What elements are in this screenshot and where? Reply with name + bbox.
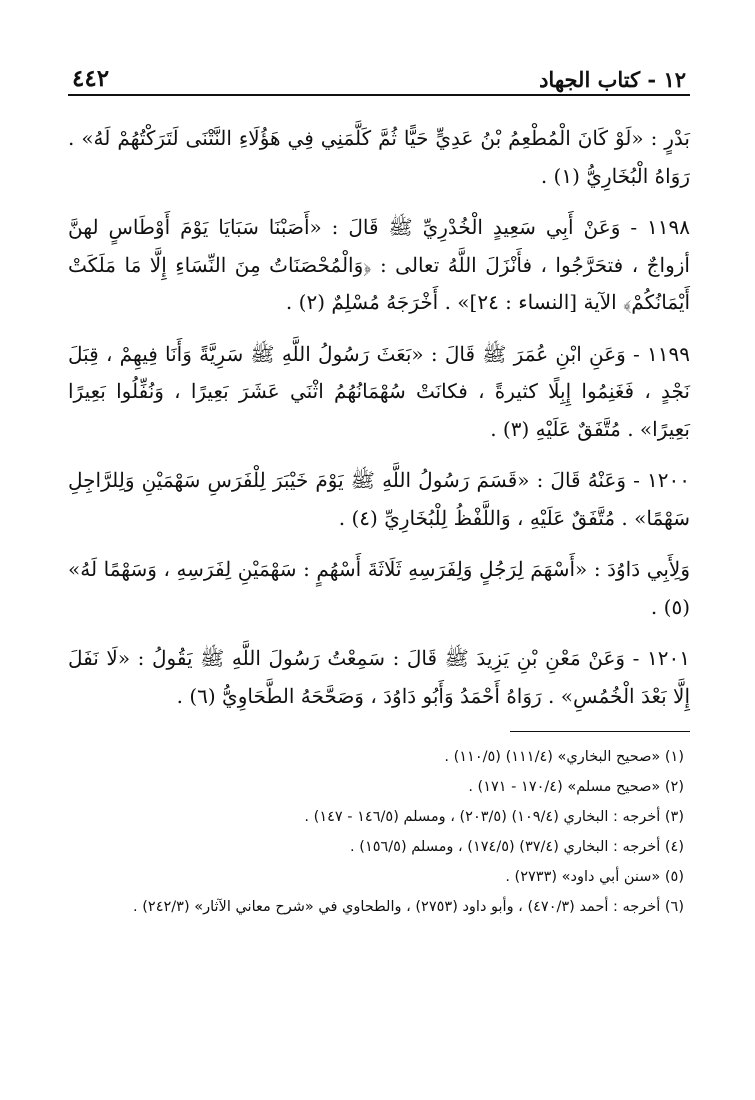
hadith-paragraph: ١١٩٨ - وَعَنْ أَبِي سَعِيدٍ الْخُدْرِيِّ ﷺ قَالَ : «أَصَبْنَا سَبَايَا يَوْمَ أَوْطَاسٍ لهنَّ أزواجٌ ، فتحَرَّجُوا ، فأَنْزَلَ اللَّهُ تعالى : ﴿وَالْمُحْصَنَاتُ مِنَ النِّسَاءِ إِلَّا مَا مَلَكَتْ أَيْمَانُكُمْ﴾ الآية [النساء : ٢٤]» . أَخْرَجَهُ مُسْلِمٌ (٢) .	[68, 215, 690, 314]
footnote: (٣) أخرجه : البخاري (١٠٩/٤) (٢٠٣/٥) ، ومسلم (١٤٦/٥ - ١٤٧) .	[304, 809, 684, 825]
footnote: (٦) أخرجه : أحمد (٤٧٠/٣) ، وأبو داود (٢٧٥٣) ، والطحاوي في «شرح معاني الآثار» (٢٤٢/٣) .	[133, 899, 684, 915]
hadith-paragraph: ١٢٠١ - وَعَنْ مَعْنِ بْنِ يَزِيدَ ﷺ قَالَ : سَمِعْتُ رَسُولَ اللَّهِ ﷺ يَقُولُ : «لَا نَفَلَ إِلَّا بَعْدَ الْخُمُسِ» . رَوَاهُ أَحْمَدُ وَأَبُو دَاوُدَ ، وَصَحَّحَهُ الطَّحَاوِيُّ (٦) .	[68, 646, 690, 708]
footnote-divider	[510, 731, 690, 732]
page-header	[68, 56, 690, 96]
hadith-paragraph: ١١٩٩ - وَعَنِ ابْنِ عُمَرَ ﷺ قَالَ : «بَعَثَ رَسُولُ اللَّهِ ﷺ سَرِيَّةً وَأَنَا فِيهِمْ ، قِبَلَ نَجْدٍ ، فَغَنِمُوا إِبِلًا كثيرةً ، فكانَتْ سُهْمَانُهُمُ اثْنَي عَشَرَ بَعِيرًا ، وَنُفِّلُوا بَعِيرًا بَعِيرًا» . مُتَّفَقٌ عَلَيْهِ (٣) .	[68, 341, 690, 441]
book-page	[68, 56, 690, 922]
footnote: (٤) أخرجه : البخاري (٣٧/٤) (١٧٤/٥) ، ومسلم (١٥٦/٥) .	[350, 839, 684, 855]
footnote: (٥) «سنن أبي داود» (٢٧٣٣) .	[505, 869, 684, 885]
main-text	[68, 120, 690, 715]
footnote: (١) «صحيح البخاري» (١١١/٤) (١١٠/٥) .	[444, 749, 684, 765]
page-number: ٤٤٢	[72, 65, 110, 92]
footnote: (٢) «صحيح مسلم» (١٧٠/٤ - ١٧١) .	[468, 779, 684, 795]
hadith-paragraph: ١٢٠٠ - وَعَنْهُ قَالَ : «قَسَمَ رَسُولُ اللَّهِ ﷺ يَوْمَ خَيْبَرَ لِلْفَرَسِ سَهْمَيْنِ وَلِلرَّاجِلِ سَهْمًا» . مُتَّفَقٌ عَلَيْهِ ، وَاللَّفْظُ لِلْبُخَارِيِّ (٤) .	[68, 468, 690, 530]
hadith-paragraph: وَلِأَبِي دَاوُدَ : «أَسْهَمَ لِرَجُلٍ وَلِفَرَسِهِ ثَلَاثَةَ أَسْهُمٍ : سَهْمَيْنِ لِفَرَسِهِ ، وَسَهْمًا لَهُ» (٥) .	[68, 557, 690, 619]
hadith-paragraph: بَدْرٍ : «لَوْ كَانَ الْمُطْعِمُ بْنُ عَدِيٍّ حَيًّا ثُمَّ كَلَّمَنِي فِي هَؤُلَاءِ النَّتْنَى لَتَرَكْتُهُمْ لَهُ» . رَوَاهُ الْبُخَارِيُّ (١) .	[68, 126, 690, 188]
footnotes	[68, 742, 690, 922]
chapter-title: ١٢ - كتاب الجهاد	[539, 67, 686, 92]
